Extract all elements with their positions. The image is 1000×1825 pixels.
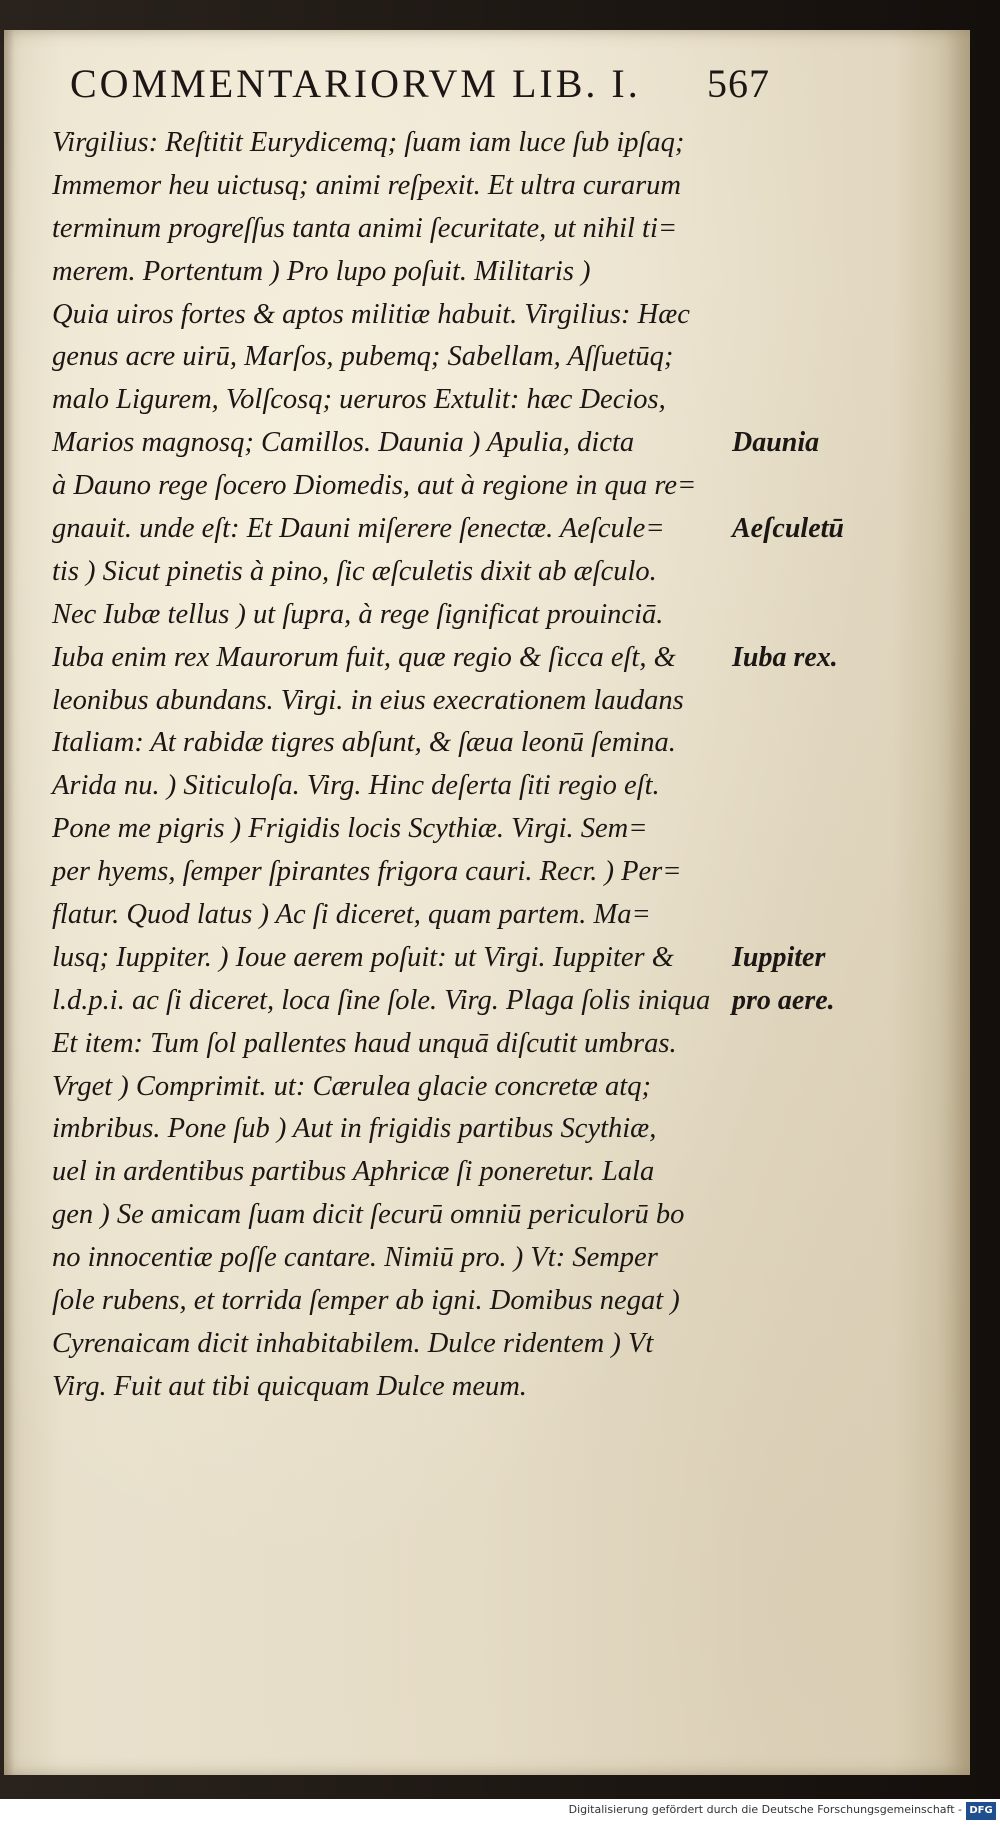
text-line: terminum progreſſus tanta animi ſecuritate, ut nihil ti= [52,212,678,244]
text-line: gen ) Se amicam ſuam dicit ſecurū omniū periculorū bo [52,1199,685,1231]
text-line: genus acre uirū, Marſos, pubemq; Sabellam, Aſſuetūq; [52,341,674,373]
text-line: Iuba enim rex Maurorum fuit, quæ regio & ſicca eſt, & [52,641,676,673]
page-shadow [4,30,14,1775]
text-line: Et item: Tum ſol pallentes haud unquā diſcutit umbras. [52,1027,677,1059]
text-line: Immemor heu uictusq; animi reſpexit. Et ultra curarum [52,169,682,201]
text-line: Marios magnosq; Camillos. Daunia ) Apulia, dicta [52,427,635,459]
margin-note-iuba: Iuba rex. [732,642,838,673]
text-line: merem. Portentum ) Pro lupo poſuit. Militaris ) [52,255,591,287]
text-line: Vrget ) Comprimit. ut: Cærulea glacie concretæ atq; [52,1070,651,1102]
margin-note-pro-aere: pro aere. [732,985,835,1016]
text-line: tis ) Sicut pinetis à pino, ſic æſculetis dixit ab æſculo. [52,555,657,587]
main-text-block [52,122,752,1409]
text-line: per hyems, ſemper ſpirantes frigora cauri. Recr. ) Per= [52,856,682,888]
text-line: Italiam: At rabidæ tigres abſunt, & ſæua leonū ſemina. [52,727,676,759]
text-line: imbribus. Pone ſub ) Aut in frigidis partibus Scythiæ, [52,1113,657,1145]
text-line: à Dauno rege ſocero Diomedis, aut à regione in qua re= [52,470,697,502]
running-head [70,60,770,107]
margin-note-daunia: Daunia [732,427,820,458]
text-line: Arida nu. ) Siticuloſa. Virg. Hinc deſerta ſiti regio eſt. [52,770,660,802]
text-line: Pone me pigris ) Frigidis locis Scythiæ. Virgi. Sem= [52,813,648,845]
text-line: leonibus abundans. Virgi. in eius execrationem laudans [52,684,684,716]
text-line: Quia uiros fortes & aptos militiæ habuit. Virgilius: Hæc [52,298,690,330]
folio-number: 567 [707,61,770,106]
text-line: Virg. Fuit aut tibi quicquam Dulce meum. [52,1370,527,1402]
text-line: Virgilius: Reſtitit Eurydicemq; ſuam iam luce ſub ipſaq; [52,127,685,158]
text-line: ſole rubens, et torrida ſemper ab igni. Domibus negat ) [52,1285,680,1317]
text-line: malo Ligurem, Volſcosq; ueruros Extulit: hæc Decios, [52,384,666,416]
dfg-logo: DFG [966,1802,996,1820]
text-line: uel in ardentibus partibus Aphricæ ſi poneretur. Lala [52,1156,655,1188]
margin-note-aesculetum: Aeſculetū [732,513,844,544]
text-line: Nec Iubæ tellus ) ut ſupra, à rege ſignificat prouinciā. [52,598,664,630]
text-line: l.d.p.i. ac ſi diceret, loca ſine ſole. Virg. Plaga ſolis iniqua [52,984,711,1016]
text-line: Cyrenaicam dicit inhabitabilem. Dulce ridentem ) Vt [52,1327,654,1359]
running-head-title: COMMENTARIORVM LIB. I. [70,61,641,106]
text-line: flatur. Quod latus ) Ac ſi diceret, quam partem. Ma= [52,899,651,931]
text-line: no innocentiæ poſſe cantare. Nimiū pro. ) Vt: Semper [52,1242,658,1274]
text-line: lusq; Iuppiter. ) Ioue aerem poſuit: ut Virgi. Iuppiter & [52,941,674,973]
margin-note-iuppiter: Iuppiter [732,942,826,973]
text-line: gnauit. unde eſt: Et Dauni miſerere ſenectæ. Aeſcule= [52,513,665,545]
footer-credit: Digitalisierung gefördert durch die Deutsche Forschungsgemeinschaft - [568,1803,962,1816]
digitization-footer [0,1799,1000,1825]
